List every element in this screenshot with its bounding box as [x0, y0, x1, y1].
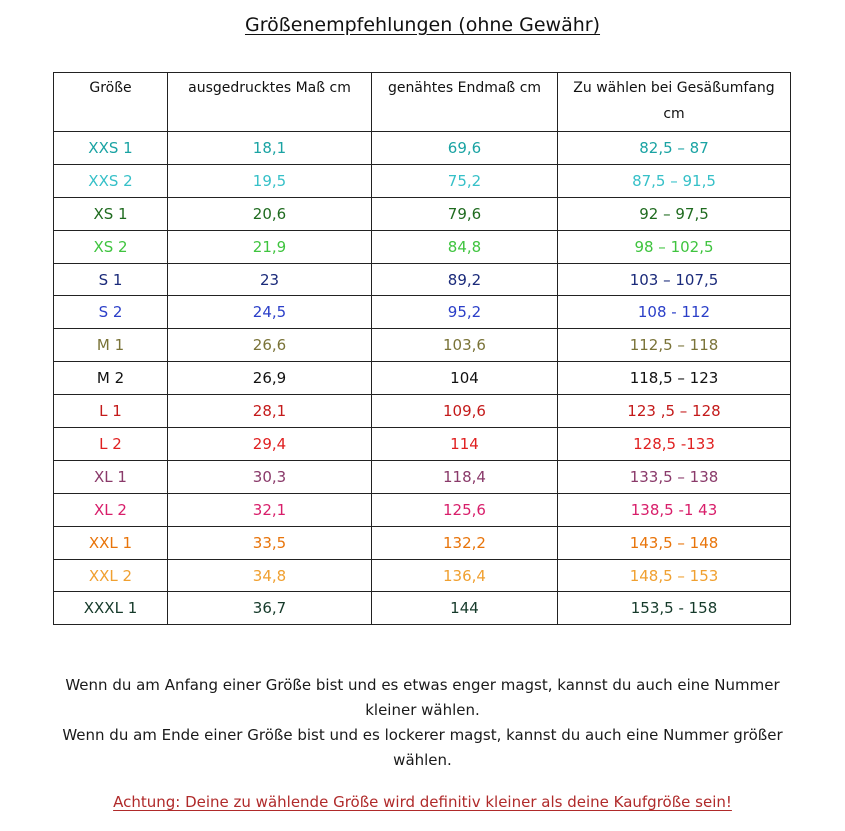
note-smaller: Wenn du am Anfang einer Größe bist und es etwas enger magst, kannst du auch eine Nummer kleiner wählen. — [65, 676, 780, 719]
table-row — [54, 132, 791, 165]
cell-printed-measure: 21,9 — [168, 230, 372, 263]
cell-size: XXS 1 — [54, 132, 168, 165]
cell-size: XXL 2 — [54, 559, 168, 592]
table-row — [54, 296, 791, 329]
cell-hip-range: 87,5 – 91,5 — [558, 164, 791, 197]
warning-note: Achtung: Deine zu wählende Größe wird definitiv kleiner als deine Kaufgröße sein! — [113, 793, 732, 811]
cell-sewn-measure: 104 — [372, 362, 558, 395]
cell-printed-measure: 18,1 — [168, 132, 372, 165]
table-row — [54, 230, 791, 263]
cell-hip-range: 92 – 97,5 — [558, 197, 791, 230]
cell-hip-range: 123 ,5 – 128 — [558, 395, 791, 428]
cell-size: XS 1 — [54, 197, 168, 230]
cell-printed-measure: 26,9 — [168, 362, 372, 395]
cell-sewn-measure: 75,2 — [372, 164, 558, 197]
cell-sewn-measure: 79,6 — [372, 197, 558, 230]
cell-hip-range: 133,5 – 138 — [558, 460, 791, 493]
table-row — [54, 493, 791, 526]
table-header — [54, 73, 791, 132]
cell-sewn-measure: 89,2 — [372, 263, 558, 296]
table-row — [54, 164, 791, 197]
cell-sewn-measure: 125,6 — [372, 493, 558, 526]
cell-hip-range: 118,5 – 123 — [558, 362, 791, 395]
note-larger: Wenn du am Ende einer Größe bist und es lockerer magst, kannst du auch eine Nummer größer wählen. — [62, 726, 783, 769]
cell-size: M 1 — [54, 329, 168, 362]
cell-size: S 1 — [54, 263, 168, 296]
cell-sewn-measure: 118,4 — [372, 460, 558, 493]
cell-sewn-measure: 136,4 — [372, 559, 558, 592]
cell-hip-range: 82,5 – 87 — [558, 132, 791, 165]
cell-printed-measure: 33,5 — [168, 526, 372, 559]
cell-printed-measure: 34,8 — [168, 559, 372, 592]
cell-size: XL 2 — [54, 493, 168, 526]
cell-hip-range: 108 - 112 — [558, 296, 791, 329]
cell-size: XS 2 — [54, 230, 168, 263]
table-row — [54, 428, 791, 461]
cell-size: XL 1 — [54, 460, 168, 493]
table-row — [54, 460, 791, 493]
cell-sewn-measure: 69,6 — [372, 132, 558, 165]
table-row — [54, 197, 791, 230]
table-body — [54, 132, 791, 625]
cell-printed-measure: 29,4 — [168, 428, 372, 461]
cell-hip-range: 128,5 -133 — [558, 428, 791, 461]
table-row — [54, 559, 791, 592]
cell-printed-measure: 32,1 — [168, 493, 372, 526]
cell-printed-measure: 19,5 — [168, 164, 372, 197]
cell-hip-range: 138,5 -1 43 — [558, 493, 791, 526]
cell-printed-measure: 30,3 — [168, 460, 372, 493]
cell-sewn-measure: 95,2 — [372, 296, 558, 329]
cell-size: XXXL 1 — [54, 592, 168, 625]
size-table — [53, 72, 791, 625]
table-row — [54, 329, 791, 362]
header-size: Größe — [54, 73, 168, 132]
cell-printed-measure: 36,7 — [168, 592, 372, 625]
cell-size: XXL 1 — [54, 526, 168, 559]
cell-size: M 2 — [54, 362, 168, 395]
cell-size: L 2 — [54, 428, 168, 461]
table-header-row — [54, 73, 791, 132]
cell-printed-measure: 23 — [168, 263, 372, 296]
table-row — [54, 263, 791, 296]
table-row — [54, 395, 791, 428]
cell-printed-measure: 28,1 — [168, 395, 372, 428]
page-title: Größenempfehlungen (ohne Gewähr) — [244, 14, 601, 36]
cell-printed-measure: 20,6 — [168, 197, 372, 230]
cell-size: L 1 — [54, 395, 168, 428]
cell-sewn-measure: 103,6 — [372, 329, 558, 362]
cell-sewn-measure: 144 — [372, 592, 558, 625]
cell-hip-range: 98 – 102,5 — [558, 230, 791, 263]
cell-sewn-measure: 114 — [372, 428, 558, 461]
cell-hip-range: 153,5 - 158 — [558, 592, 791, 625]
header-hip-circumference: Zu wählen bei Gesäßumfang cm — [558, 73, 791, 132]
cell-sewn-measure: 132,2 — [372, 526, 558, 559]
cell-hip-range: 103 – 107,5 — [558, 263, 791, 296]
cell-size: S 2 — [54, 296, 168, 329]
cell-hip-range: 112,5 – 118 — [558, 329, 791, 362]
header-sewn-measure: genähtes Endmaß cm — [372, 73, 558, 132]
cell-printed-measure: 24,5 — [168, 296, 372, 329]
table-row — [54, 592, 791, 625]
cell-hip-range: 148,5 – 153 — [558, 559, 791, 592]
cell-hip-range: 143,5 – 148 — [558, 526, 791, 559]
cell-size: XXS 2 — [54, 164, 168, 197]
size-notes — [40, 673, 805, 773]
cell-printed-measure: 26,6 — [168, 329, 372, 362]
cell-sewn-measure: 84,8 — [372, 230, 558, 263]
header-printed-measure: ausgedrucktes Maß cm — [168, 73, 372, 132]
table-row — [54, 362, 791, 395]
cell-sewn-measure: 109,6 — [372, 395, 558, 428]
table-row — [54, 526, 791, 559]
